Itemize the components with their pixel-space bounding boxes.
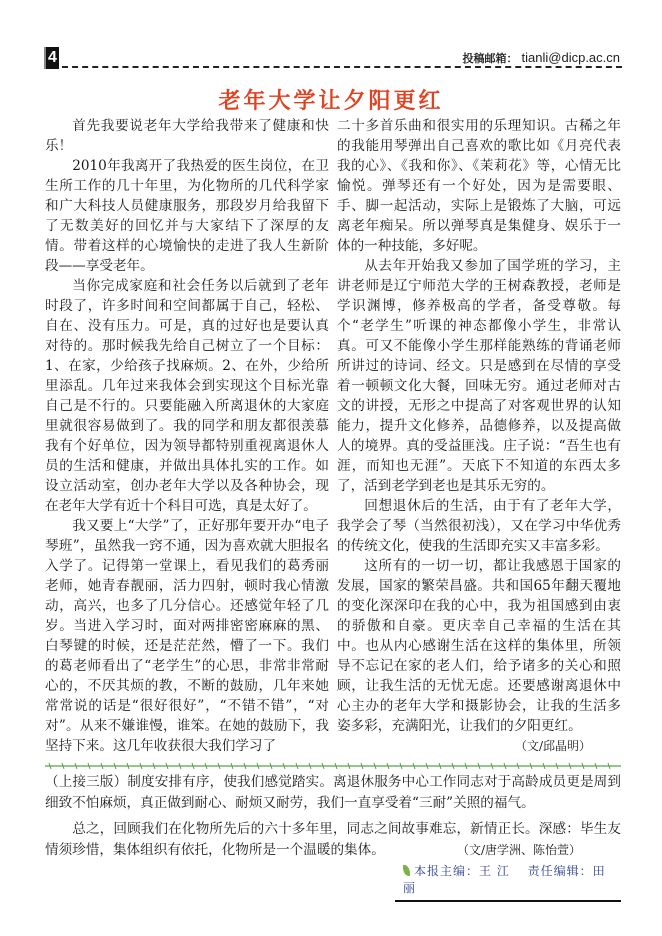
decorative-divider: [45, 760, 621, 772]
paragraph: 回想退休后的生活，由于有了老年大学，我学会了琴（当然很初浅），又在学习中华优秀的传统文化，使我的生活即充实又丰富多彩。: [337, 498, 621, 554]
submission-email: [463, 50, 620, 66]
paragraph: [45, 819, 621, 860]
header-dotted-divider: [62, 66, 622, 68]
article-right-column: [337, 116, 621, 756]
author-signature: （文/邱晶明）: [514, 739, 591, 753]
paragraph: 首先我要说老年大学给我带来了健康和快乐！: [45, 118, 329, 154]
paragraph: 从去年开始我又参加了国学班的学习，主讲老师是辽宁师范大学的王树森教授，老师是学识渊博，修养极高的学者，备受尊敬。每个“老学生”听课的神态都像小学生，非常认真。可又不能像小学生那样能熟练的背诵老师所讲过的诗词、经文。只是感到在尽情的享受着一顿顿文化大餐，回味无穷。通过老师对古文的讲授，无形之中提高了对客观世界的认知能力，提升文化修养，品德修养，以及提高做人的境界。真的受益匪浅。庄子说：“吾生也有涯，而知也无涯”。天底下不知道的东西太多了，活到老学到老也是其乐无穷的。: [337, 258, 621, 494]
paragraph-text: 总之，回顾我们在化物所先后的六十多年里，同志之间故事难忘，新情正长。深感：毕生友情须珍惜，集体组织有依托，化物所是一个温暖的集体。: [45, 821, 621, 858]
article-title: 老年大学让夕阳更红: [218, 89, 444, 114]
paragraph: 2010年我离开了我热爱的医生岗位，在卫生所工作的几十年里，为化物所的几代科学家和广大科技人员健康服务，那段岁月给我留下了无数美好的回忆并与大家结下了深厚的友情。带着这样的心境愉快的走进了我人生新阶段——享受老年。: [45, 158, 329, 274]
page-number: 4: [44, 47, 59, 69]
article-left-column: [45, 116, 329, 756]
paragraph: （上接三版）制度安排有序，使我们感觉踏实。离退休服务中心工作同志对于高龄成员更是周到细致不怕麻烦，真正做到耐心、耐烦又耐劳，我们一直享受着“三耐”关照的福气。: [45, 774, 621, 811]
email-label: 投稿邮箱：: [462, 52, 518, 65]
editor-credits-text: 本报主编：王 江 责任编辑：田 丽: [403, 864, 606, 895]
editor-credits: [395, 862, 621, 902]
continued-article: [45, 772, 621, 860]
leaf-icon: [403, 865, 410, 876]
paragraph-continued: 二十多首乐曲和很实用的乐理知识。古稀之年的我能用琴弹出自己喜欢的歌比如《月亮代表我的心》、《我和你》、《茉莉花》等，心情无比愉悦。弹琴还有一个好处，因为是需要眼、手、脚一起活动，实际上是锻炼了大脑，可远离老年痴呆。所以弹琴真是集健身、娱乐于一体的一种技能，多好呢。: [337, 118, 621, 254]
paragraph: 当你完成家庭和社会任务以后就到了老年时段了，许多时间和空间都属于自己，轻松、自在、没有压力。可是，真的过好也是要认真对待的。那时候我先给自己树立了一个目标：1、在家，少给孩子找麻烦。2、在外，少给所里添乱。几年过来我体会到实现这个目标光靠自己是不行的。只要能融入所离退休的大家庭里就很容易做到了。我的同学和朋友都很羡慕我有个好单位，因为领导都特别重视离退休人员的生活和健康，并做出具体扎实的工作。如设立活动室，创办老年大学以及各种协会，现在老年大学有近十个科目可选，真是太好了。: [45, 278, 329, 514]
paragraph: 这所有的一切一切，都让我感恩于国家的发展，国家的繁荣昌盛。共和国65年翻天覆地的变化深深印在我的心中，我为祖国感到由衷的骄傲和自豪。更庆幸自己幸福的生活在其中。也从内心感谢生活在这样的集体里，所领导不忘记在家的老人们，给予诸多的关心和照顾，让我生活的无忧无虑。还要感谢离退休中心主办的老年大学和摄影协会，让我的生活多姿多彩，充满阳光，让我们的夕阳更红。: [337, 558, 621, 734]
email-address[interactable]: tianli@dicp.ac.cn: [521, 50, 620, 65]
author-signature: （文/唐学洲、陈怡萱）: [456, 842, 581, 857]
paragraph: 我又要上“大学”了，正好那年要开办“电子琴班”，虽然我一窍不通，因为喜欢就大胆报名入学了。记得第一堂课上，看见我们的葛秀丽老师，她青春靓丽，活力四射，顿时我心情激动，高兴，也多了几分信心。还感觉年轻了几岁。当进入学习时，面对两排密密麻麻的黑、白琴键的时候，还是茫茫然，懵了一下。我们的葛老师看出了“老学生”的心思，非常非常耐心的，不厌其烦的教，不断的鼓励，几年来她常常说的话是“很好很好”，“不错不错”，“对对”。从来不嫌谁慢，谁笨。在她的鼓励下，我坚持下来。这几年收获很大我们学习了: [45, 518, 329, 754]
